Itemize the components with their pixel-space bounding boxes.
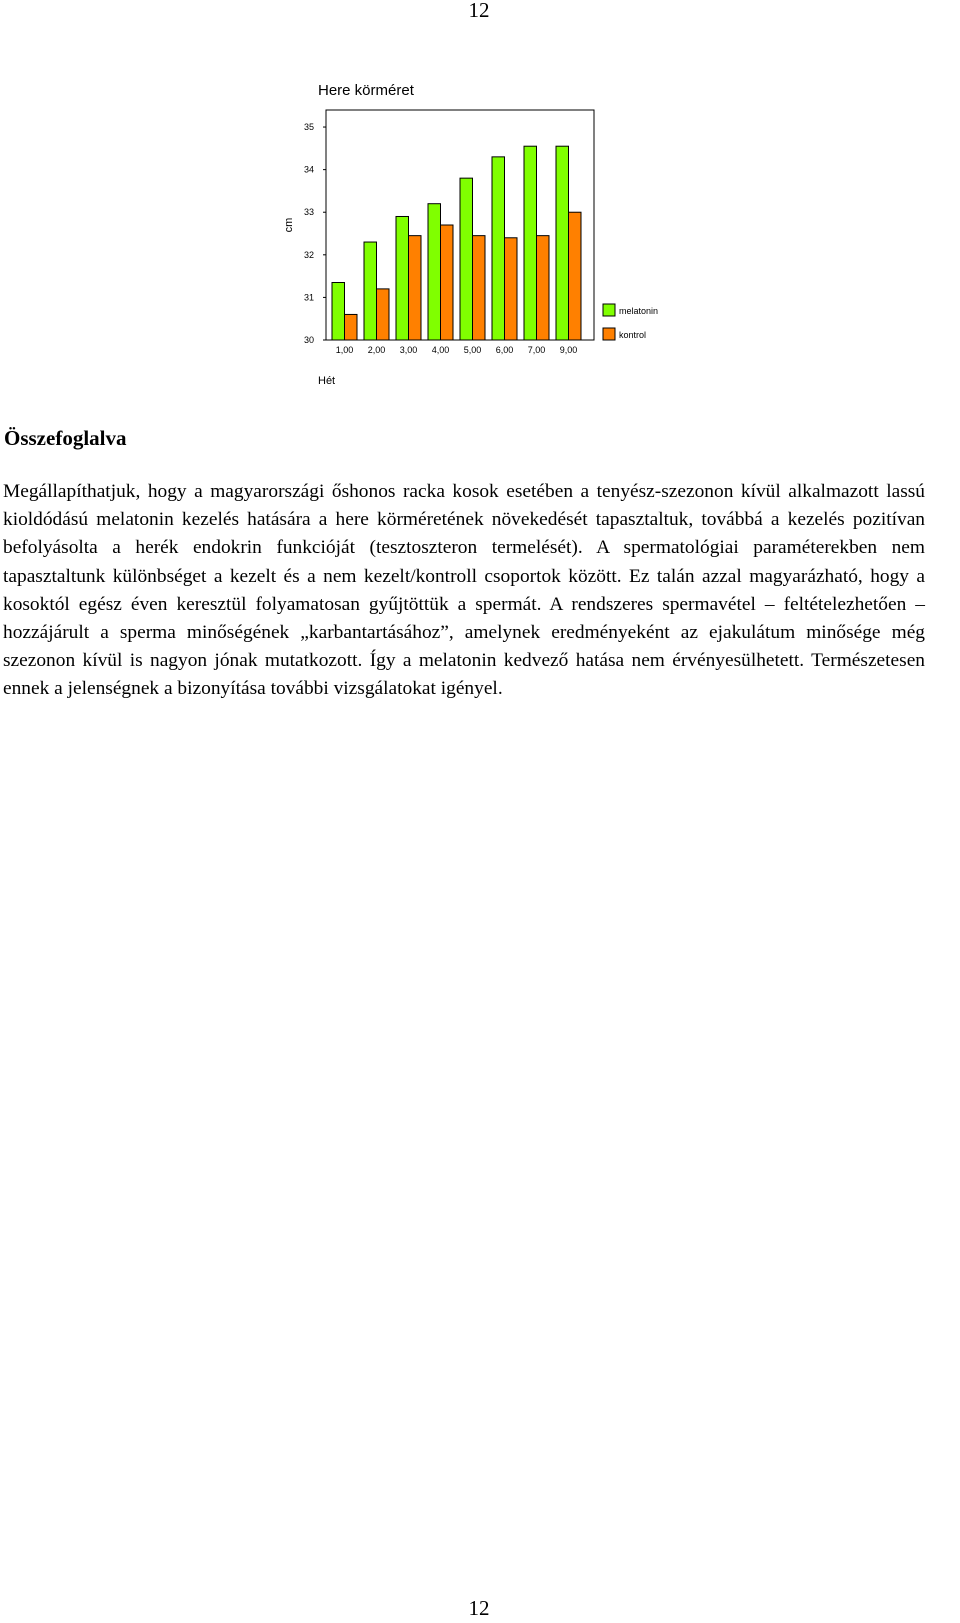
x-tick-label: 2,00 <box>367 345 386 355</box>
x-tick-label: 4,00 <box>431 345 450 355</box>
chart-title: Here körméret <box>318 82 414 99</box>
x-tick-label: 1,00 <box>335 345 354 355</box>
x-axis-label: Hét <box>318 375 336 387</box>
bar-melatonin <box>524 146 537 340</box>
bar-melatonin <box>428 204 441 340</box>
bar-kontrol <box>505 238 518 340</box>
x-tick-label: 7,00 <box>527 345 546 355</box>
bar-melatonin <box>460 178 473 340</box>
section-heading: Összefoglalva <box>4 426 127 450</box>
bar-kontrol <box>473 236 486 340</box>
bar-chart <box>0 0 960 400</box>
bar-melatonin <box>332 283 345 341</box>
bar-kontrol <box>377 289 390 340</box>
legend-swatch-kontrol <box>603 328 615 340</box>
summary-paragraph: Megállapíthatjuk, hogy a magyarországi őshonos racka kosok esetében a tenyész-szezonon kívül alkalmazott lassú kioldódású melatonin kezelés hatására a here körméretének növekedését tapasztaltuk, továbbá a kezelés pozitívan befolyásolta a herék endokrin funkcióját (tesztoszteron termelését). A spermatológiai paraméterekben nem tapasztaltunk különbséget a kezelt és a nem kezelt/kontroll csoportok között. Ez talán azzal magyarázható, hogy a kosoktól egész éven keresztül folyamatosan gyűjtöttük a spermát. A rendszeres spermavétel – feltételezhetően – hozzájárult a sperma minőségének „karbantartásához”, amelynek eredményeként az ejakulátum minősége még szezonon kívül is nagyon jónak mutatkozott. Így a melatonin kedvező hatása nem érvényesülhetett. Természetesen ennek a jelenségnek a bizonyítása további vizsgálatokat igényel. <box>3 481 925 700</box>
legend-label-melatonin: melatonin <box>619 306 659 316</box>
x-tick-label: 9,00 <box>559 345 578 355</box>
chart-plot-layer <box>283 82 658 387</box>
x-tick-label: 5,00 <box>463 345 482 355</box>
legend-label-kontrol: kontrol <box>619 330 647 340</box>
bar-kontrol <box>441 225 454 340</box>
y-axis-label: cm <box>283 217 295 233</box>
x-tick-label: 6,00 <box>495 345 514 355</box>
bar-kontrol <box>345 314 358 340</box>
y-tick-label: 30 <box>303 335 314 345</box>
bar-kontrol <box>409 236 422 340</box>
page-number-bottom: 12 <box>468 1596 490 1620</box>
x-tick-label: 3,00 <box>399 345 418 355</box>
bar-melatonin <box>364 242 377 340</box>
y-tick-label: 35 <box>303 122 314 133</box>
y-tick-label: 31 <box>303 292 314 303</box>
legend-swatch-melatonin <box>603 304 615 316</box>
y-tick-label: 34 <box>303 164 314 175</box>
page-number-top: 12 <box>468 0 490 22</box>
bar-melatonin <box>492 157 505 340</box>
y-tick-label: 33 <box>303 207 314 218</box>
y-tick-label: 32 <box>303 249 314 260</box>
bar-melatonin <box>556 146 569 340</box>
bar-melatonin <box>396 216 409 340</box>
bar-kontrol <box>537 236 550 340</box>
bar-kontrol <box>569 212 582 340</box>
